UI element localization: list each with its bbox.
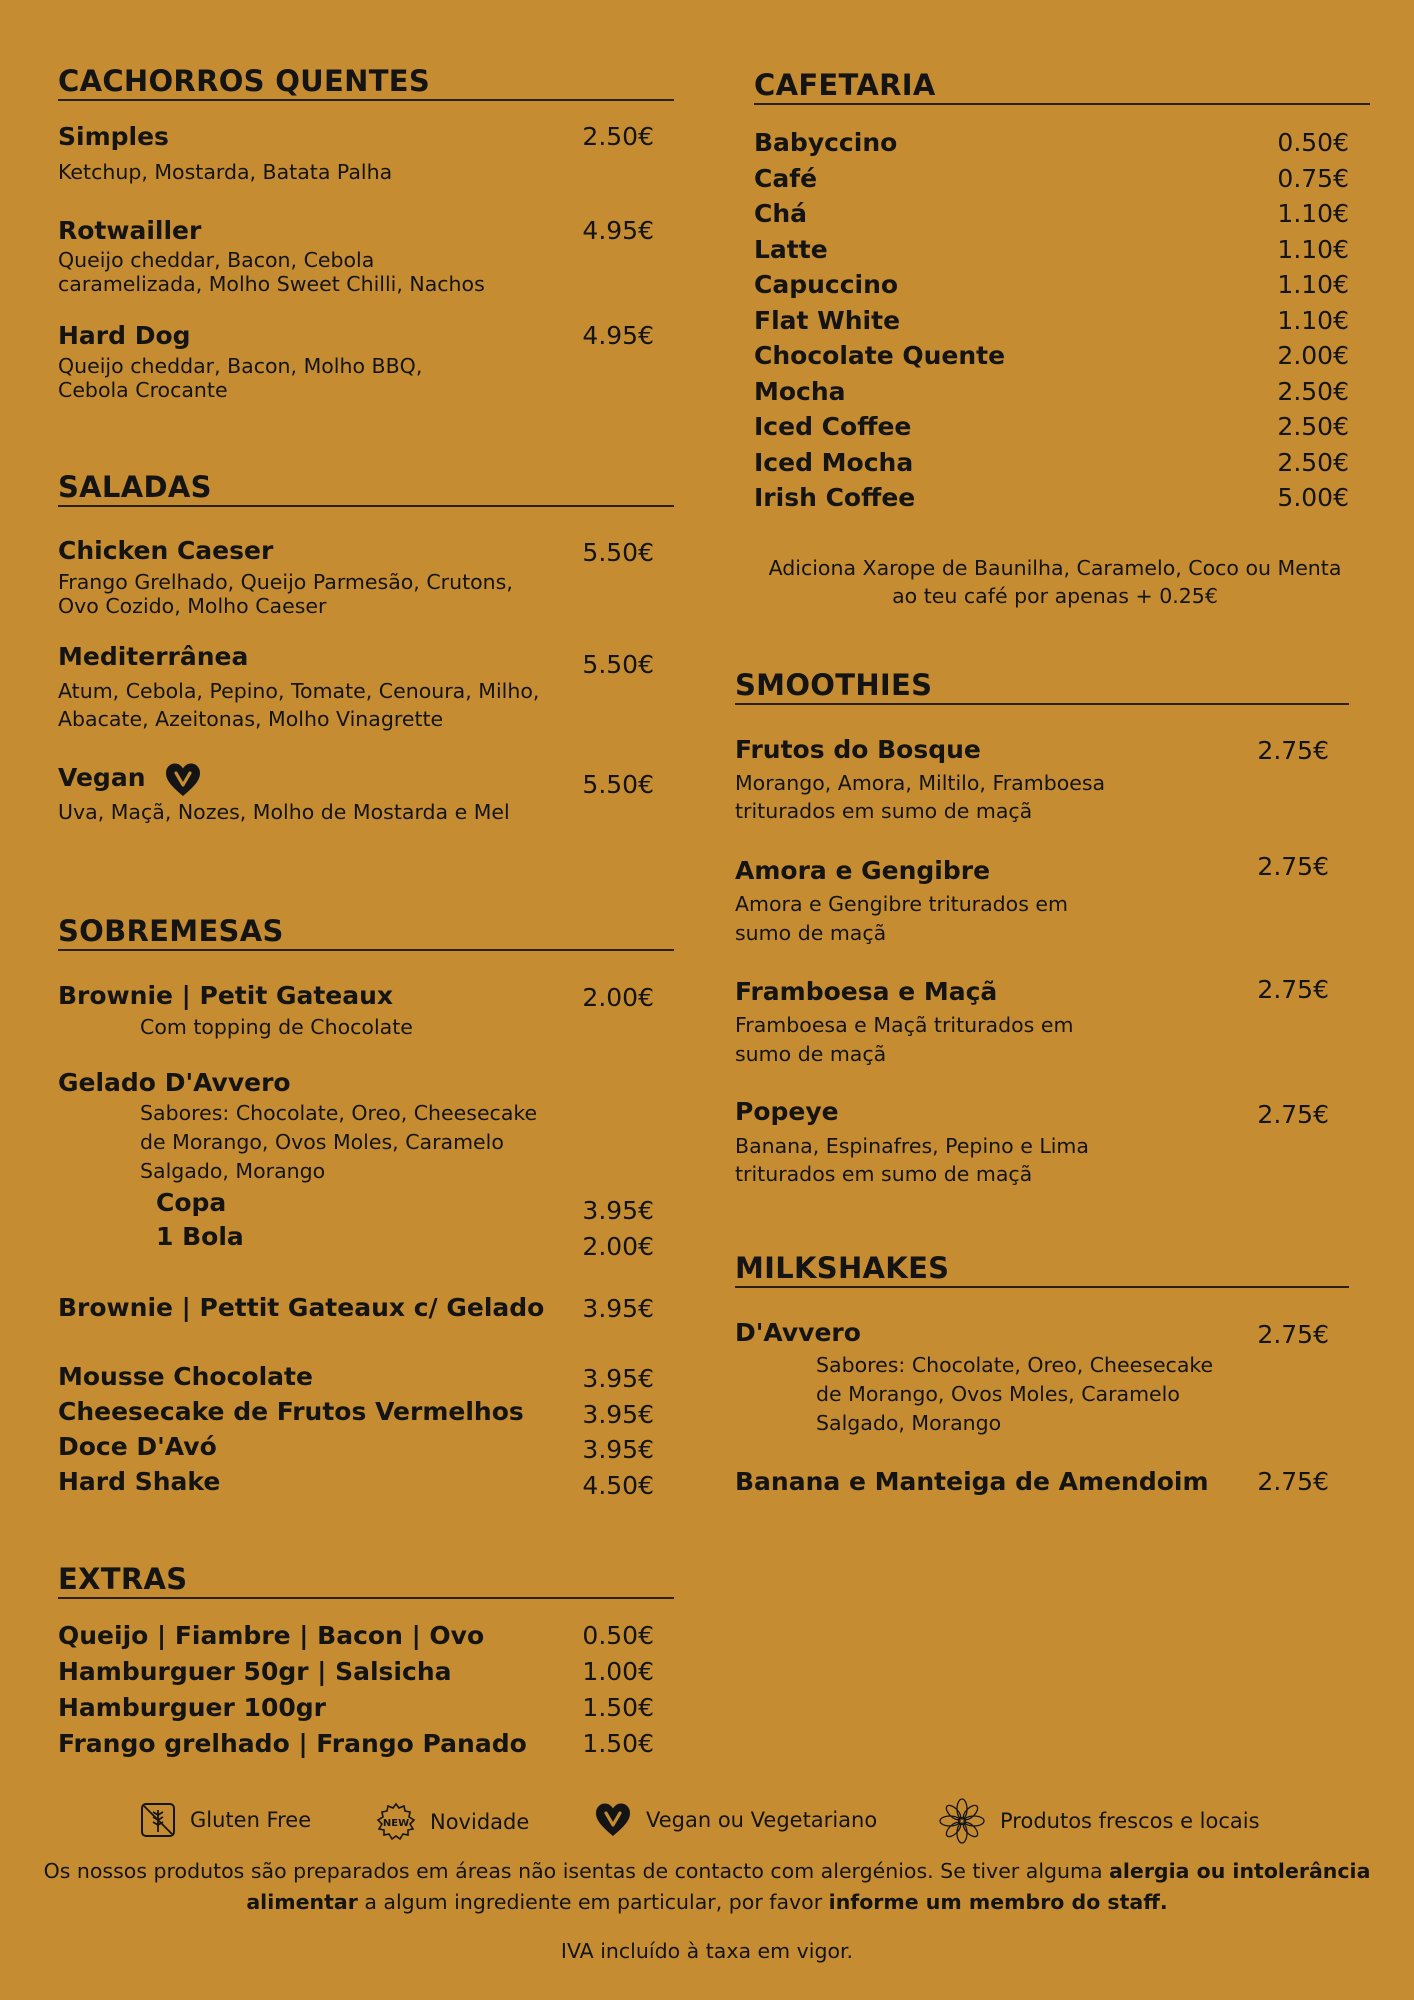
menu-item-description: Framboesa e Maçã triturados em xyxy=(735,1013,1074,1037)
new-badge-icon xyxy=(376,1802,416,1842)
menu-item-price: 1.10€ xyxy=(1277,306,1349,335)
legend-label: Vegan ou Vegetariano xyxy=(646,1808,878,1832)
menu-item-description: Cebola Crocante xyxy=(58,378,228,402)
menu-item-description: Abacate, Azeitonas, Molho Vinagrette xyxy=(58,707,444,731)
menu-item-price: 1.10€ xyxy=(1277,235,1349,264)
legend-label: Novidade xyxy=(430,1810,530,1834)
menu-item-description: Uva, Maçã, Nozes, Molho de Mostarda e Mel xyxy=(58,800,510,824)
menu-item-price: 1.50€ xyxy=(582,1693,654,1722)
menu-item-description: de Morango, Ovos Moles, Caramelo xyxy=(140,1130,504,1154)
menu-item-description: Frango Grelhado, Queijo Parmesão, Crutons, xyxy=(58,570,513,594)
menu-item-description: Queijo cheddar, Bacon, Molho BBQ, xyxy=(58,354,423,378)
menu-item-price: 3.95€ xyxy=(582,1364,654,1393)
menu-item-price: 2.50€ xyxy=(1277,412,1349,441)
menu-item-name: Hamburguer 100gr xyxy=(58,1693,326,1722)
menu-item-price: 4.50€ xyxy=(582,1471,654,1500)
allergen-text-bold: informe um membro do staff. xyxy=(828,1890,1168,1914)
menu-item-price: 0.75€ xyxy=(1277,164,1349,193)
menu-item-description: sumo de maçã xyxy=(735,1042,887,1066)
menu-item-price: 1.50€ xyxy=(582,1729,654,1758)
section-title-extras: EXTRAS xyxy=(58,1562,674,1599)
legend-fresh-local xyxy=(938,1797,1260,1845)
allergen-text-bold: alergia ou intolerância xyxy=(1109,1859,1371,1883)
menu-item-name: Frango grelhado | Frango Panado xyxy=(58,1729,527,1758)
allergen-text-bold: alimentar xyxy=(246,1890,358,1914)
menu-item-name: Frutos do Bosque xyxy=(735,735,981,764)
menu-item-name: Gelado D'Avvero xyxy=(58,1068,291,1097)
flower-icon xyxy=(938,1797,986,1845)
menu-item-price: 2.00€ xyxy=(582,1232,654,1261)
menu-item-price: 0.50€ xyxy=(582,1621,654,1650)
menu-item-description: caramelizada, Molho Sweet Chilli, Nachos xyxy=(58,272,485,296)
menu-item-description: triturados em sumo de maçã xyxy=(735,799,1033,823)
menu-item-price: 1.10€ xyxy=(1277,199,1349,228)
menu-item-name: Brownie | Petit Gateaux xyxy=(58,981,394,1010)
menu-item-price: 3.95€ xyxy=(582,1294,654,1323)
svg-text:NEW: NEW xyxy=(382,1818,410,1829)
gluten-free-icon xyxy=(140,1802,176,1838)
section-title-salads: SALADAS xyxy=(58,470,674,507)
menu-item-description: Ovo Cozido, Molho Caeser xyxy=(58,594,327,618)
menu-item-price: 0.50€ xyxy=(1277,128,1349,157)
menu-item-name: Brownie | Pettit Gateaux c/ Gelado xyxy=(58,1293,545,1322)
menu-item-name: Amora e Gengibre xyxy=(735,856,991,885)
menu-item-name: Chicken Caeser xyxy=(58,536,274,565)
menu-item-name: Iced Coffee xyxy=(754,412,912,441)
menu-item-name: Queijo | Fiambre | Bacon | Ovo xyxy=(58,1621,485,1650)
menu-item-name: Latte xyxy=(754,235,828,264)
menu-item-name: Simples xyxy=(58,122,169,151)
menu-item-description: Sabores: Chocolate, Oreo, Cheesecake xyxy=(816,1353,1214,1377)
menu-item-price: 5.50€ xyxy=(582,650,654,679)
menu-item-name: Hamburguer 50gr | Salsicha xyxy=(58,1657,452,1686)
menu-item-description: Queijo cheddar, Bacon, Cebola xyxy=(58,248,375,272)
menu-item-name: Mocha xyxy=(754,377,846,406)
menu-item-name: D'Avvero xyxy=(735,1318,861,1347)
menu-item-description: Amora e Gengibre triturados em xyxy=(735,892,1069,916)
menu-item-price: 3.95€ xyxy=(582,1435,654,1464)
menu-item-price: 2.75€ xyxy=(1257,852,1329,881)
menu-item-price: 2.00€ xyxy=(1277,341,1349,370)
menu-item-name: Chá xyxy=(754,199,808,228)
menu-item-description: Banana, Espinafres, Pepino e Lima xyxy=(735,1134,1089,1158)
menu-item-name: Mousse Chocolate xyxy=(58,1362,313,1391)
menu-item-name: Cheesecake de Frutos Vermelhos xyxy=(58,1397,524,1426)
menu-item-description: de Morango, Ovos Moles, Caramelo xyxy=(816,1382,1180,1406)
menu-item-name: Iced Mocha xyxy=(754,448,914,477)
menu-item-price: 3.95€ xyxy=(582,1400,654,1429)
section-title-smoothies: SMOOTHIES xyxy=(735,668,1349,705)
syrup-note: Adiciona Xarope de Baunilha, Caramelo, Coco ou Menta xyxy=(768,556,1342,580)
menu-item-price: 2.50€ xyxy=(582,122,654,151)
menu-item-name: Rotwailler xyxy=(58,216,202,245)
menu-item-name: Framboesa e Maçã xyxy=(735,977,998,1006)
menu-item-description: Atum, Cebola, Pepino, Tomate, Cenoura, Milho, xyxy=(58,679,540,703)
menu-item-price: 2.50€ xyxy=(1277,448,1349,477)
menu-item-price: 2.75€ xyxy=(1257,1100,1329,1129)
menu-item-name: Chocolate Quente xyxy=(754,341,1006,370)
legend-label: Produtos frescos e locais xyxy=(1000,1809,1260,1833)
menu-item-description: Ketchup, Mostarda, Batata Palha xyxy=(58,160,393,184)
menu-item-price: 2.75€ xyxy=(1257,736,1329,765)
legend-vegan xyxy=(594,1802,877,1838)
menu-item-price: 1.10€ xyxy=(1277,270,1349,299)
menu-item-description: Salgado, Morango xyxy=(140,1159,326,1183)
legend-new xyxy=(376,1802,529,1842)
syrup-note: ao teu café por apenas + 0.25€ xyxy=(892,584,1218,608)
menu-item-name: Café xyxy=(754,164,818,193)
menu-item-price: 5.50€ xyxy=(582,538,654,567)
section-title-milkshakes: MILKSHAKES xyxy=(735,1251,1349,1288)
menu-item-name: Mediterrânea xyxy=(58,642,249,671)
menu-item-price: 2.75€ xyxy=(1257,1467,1329,1496)
menu-item-price: 5.50€ xyxy=(582,770,654,799)
menu-item-name: Popeye xyxy=(735,1097,839,1126)
menu-item-price: 2.00€ xyxy=(582,983,654,1012)
allergen-notice xyxy=(40,1856,1374,1918)
menu-item-name: Hard Dog xyxy=(58,321,191,350)
menu-item-price: 4.95€ xyxy=(582,216,654,245)
menu-item-price: 4.95€ xyxy=(582,321,654,350)
vegan-heart-icon xyxy=(594,1802,632,1838)
menu-item-name: Babyccino xyxy=(754,128,898,157)
menu-item-name: Doce D'Avó xyxy=(58,1432,217,1461)
legend-label: Gluten Free xyxy=(190,1808,312,1832)
menu-item-description: Salgado, Morango xyxy=(816,1411,1002,1435)
menu-item-name: Hard Shake xyxy=(58,1467,221,1496)
allergen-text: Os nossos produtos são preparados em áreas não isentas de contacto com alergénios. Se tiver alguma xyxy=(43,1859,1110,1883)
section-title-coffee: CAFETARIA xyxy=(754,68,1370,105)
menu-item-name: Copa xyxy=(156,1188,227,1217)
menu-item-name: Capuccino xyxy=(754,270,899,299)
menu-item-name: Irish Coffee xyxy=(754,483,916,512)
menu-item-price: 2.50€ xyxy=(1277,377,1349,406)
menu-item-description: triturados em sumo de maçã xyxy=(735,1162,1033,1186)
vat-notice: IVA incluído à taxa em vigor. xyxy=(560,1939,854,1963)
menu-item-name: Flat White xyxy=(754,306,901,335)
menu-item-name: Vegan xyxy=(58,763,146,792)
menu-item-name: Banana e Manteiga de Amendoim xyxy=(735,1467,1209,1496)
menu-item-description: Com topping de Chocolate xyxy=(140,1015,413,1039)
menu-item-description: sumo de maçã xyxy=(735,921,887,945)
menu-item-name: 1 Bola xyxy=(156,1222,244,1251)
menu-item-price: 3.95€ xyxy=(582,1196,654,1225)
menu-item-price: 2.75€ xyxy=(1257,975,1329,1004)
allergen-text: a algum ingrediente em particular, por favor xyxy=(357,1890,829,1914)
menu-item-price: 5.00€ xyxy=(1277,483,1349,512)
menu-item-description: Sabores: Chocolate, Oreo, Cheesecake xyxy=(140,1101,538,1125)
legend-gluten-free xyxy=(140,1802,311,1838)
vegan-heart-icon xyxy=(164,762,202,802)
menu-item-price: 2.75€ xyxy=(1257,1320,1329,1349)
menu-item-price: 1.00€ xyxy=(582,1657,654,1686)
section-title-hotdogs: CACHORROS QUENTES xyxy=(58,64,674,101)
section-title-desserts: SOBREMESAS xyxy=(58,914,674,951)
menu-item-description: Morango, Amora, Miltilo, Framboesa xyxy=(735,771,1106,795)
